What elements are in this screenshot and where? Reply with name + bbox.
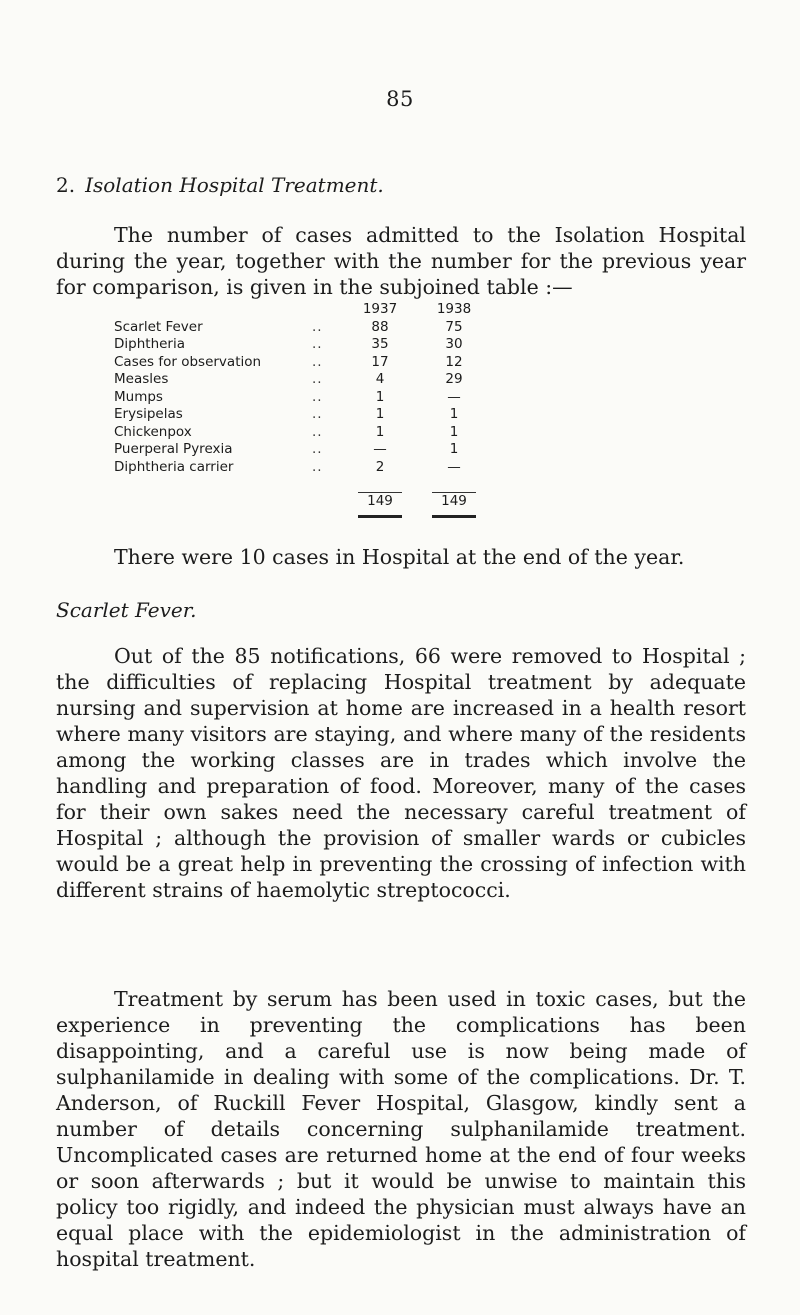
row-label: Mumps (114, 388, 163, 405)
leader-dots: .. (312, 318, 323, 335)
value-1938: 1 (449, 406, 459, 423)
section-heading (56, 173, 384, 197)
table-row (114, 458, 494, 476)
table-row (114, 423, 494, 441)
row-label: Erysipelas (114, 406, 183, 423)
leader-dots: .. (312, 458, 323, 475)
total-1938-cell (414, 476, 494, 518)
table-row (114, 318, 494, 336)
value-1938: 1 (449, 423, 459, 440)
row-label: Chickenpox (114, 423, 192, 440)
total-row (114, 476, 494, 518)
scarlet-fever-paragraph-1: Out of the 85 notifications, 66 were removed to Hospital ; the difficulties of replacing Hospital treatment by adequate nursing and supervision at home are increased in a health resort where many visitors are staying, and where many of the residents among the working classes are in trades which involve the handling and preparation of food. Moreover, many of the cases for their own sakes need the necessary careful treatment of Hospital ; although the provision of smaller wards or cubicles would be a great help in preventing the crossing of infection with different strains of haemolytic streptococci. (56, 644, 746, 902)
value-1937: 88 (371, 318, 389, 335)
admissions-table (114, 300, 494, 518)
table-row (114, 336, 494, 354)
total-rule-bottom (432, 515, 476, 518)
value-1938: — (447, 388, 461, 405)
scarlet-fever-paragraph-2: Treatment by serum has been used in toxic cases, but the experience in preventing the complications has been disappointing, and a careful use is now being made of sulphanilamide in dealing with some of the complications. Dr. T. Anderson, of Ruckill Fever Hospital, Glasgow, kindly sent a number of details concerning sulphanilamide treatment. Uncomplicated cases are returned home at the end of four weeks or soon afterwards ; but it would be unwise to maintain this policy too rigidly, and indeed the physician must always have an equal place with the epidemiologist in the administration of hospital treatment. (56, 987, 746, 1271)
value-1937: 1 (375, 388, 385, 405)
value-1937: 35 (371, 336, 389, 353)
leader-dots: .. (312, 336, 323, 353)
total-rule-bottom (358, 515, 402, 518)
row-label: Puerperal Pyrexia (114, 441, 233, 458)
value-1937: 4 (375, 371, 385, 388)
table-row (114, 371, 494, 389)
table-row (114, 441, 494, 459)
total-1937-cell (346, 476, 414, 518)
total-1938: 149 (441, 492, 467, 509)
leader-dots: .. (312, 423, 323, 440)
summary-paragraph: There were 10 cases in Hospital at the end of the year. (114, 545, 685, 569)
column-header-1937: 1937 (362, 301, 398, 317)
row-label: Cases for observation (114, 353, 262, 370)
table-row (114, 353, 494, 371)
intro-paragraph: The number of cases admitted to the Isolation Hospital during the year, together with the number for the previous year for comparison, is given in the subjoined table :— (56, 223, 746, 299)
value-1937: 2 (375, 458, 385, 475)
subsection-title: Scarlet Fever. (56, 598, 197, 622)
leader-dots: .. (312, 441, 323, 458)
value-1937: 17 (371, 353, 389, 370)
row-label: Scarlet Fever (114, 318, 203, 335)
row-label: Measles (114, 371, 169, 388)
leader-dots: .. (312, 406, 323, 423)
total-1937: 149 (367, 492, 393, 509)
row-label: Diphtheria (114, 336, 186, 353)
table-row (114, 406, 494, 424)
leader-dots: .. (312, 388, 323, 405)
leader-dots: .. (312, 353, 323, 370)
value-1937: 1 (375, 406, 385, 423)
value-1937: 1 (375, 423, 385, 440)
value-1938: 1 (449, 441, 459, 458)
value-1938: 75 (445, 318, 463, 335)
section-number: 2. (56, 173, 76, 197)
value-1938: 29 (445, 371, 463, 388)
table-row (114, 388, 494, 406)
table-header-row (114, 300, 494, 318)
value-1938: — (447, 458, 461, 475)
value-1938: 12 (445, 353, 463, 370)
value-1937: — (373, 441, 387, 458)
column-header-1938: 1938 (436, 301, 472, 317)
leader-dots: .. (312, 371, 323, 388)
page-number: 85 (386, 87, 414, 111)
section-title: Isolation Hospital Treatment. (85, 173, 384, 197)
value-1938: 30 (445, 336, 463, 353)
row-label: Diphtheria carrier (114, 458, 234, 475)
